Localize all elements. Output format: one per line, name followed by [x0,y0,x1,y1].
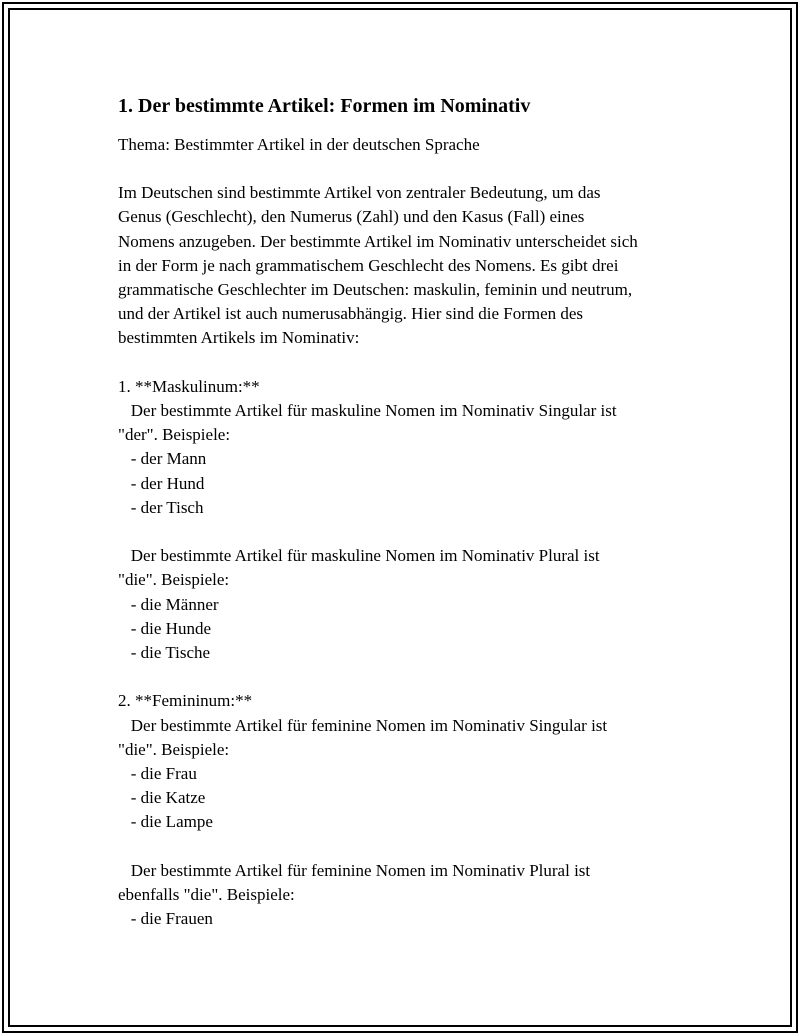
document-body: Im Deutschen sind bestimmte Artikel von zentraler Bedeutung, um das Genus (Geschlecht), den Numerus (Zahl) und den Kasus (Fall) eines Nomens anzugeben. Der bestimmte Artikel im Nominativ unterscheidet sich in der Form je nach grammatischem Geschlecht des Nomens. Es gibt drei grammatische Geschlechter im Deutschen: maskulin, feminin und neutrum, und der Artikel ist auch numerusabhängig. Hier sind die Formen des bestimmten Artikels im Nominativ: 1. **Maskulinum:** Der bestimmte Artikel für maskuline Nomen im Nominativ Singular ist "der". Beispiele: - der Mann - der Hund - der Tisch Der bestimmte Artikel für maskuline Nomen im Nominativ Plural ist "die". Beispiele: - die Männer - die Hunde - die Tische 2. **Femininum:** Der bestimmte Artikel für feminine Nomen im Nominativ Singular ist "die". Beispiele: - die Frau - die Katze - die Lampe Der bestimmte Artikel für feminine Nomen im Nominativ Plural ist ebenfalls "die". Beispiele: - die Frauen [118,183,638,929]
document-title: 1. Der bestimmte Artikel: Formen im Nominativ [118,95,531,117]
document-topic: Thema: Bestimmter Artikel in der deutschen Sprache [118,135,480,154]
document-content [118,93,718,932]
